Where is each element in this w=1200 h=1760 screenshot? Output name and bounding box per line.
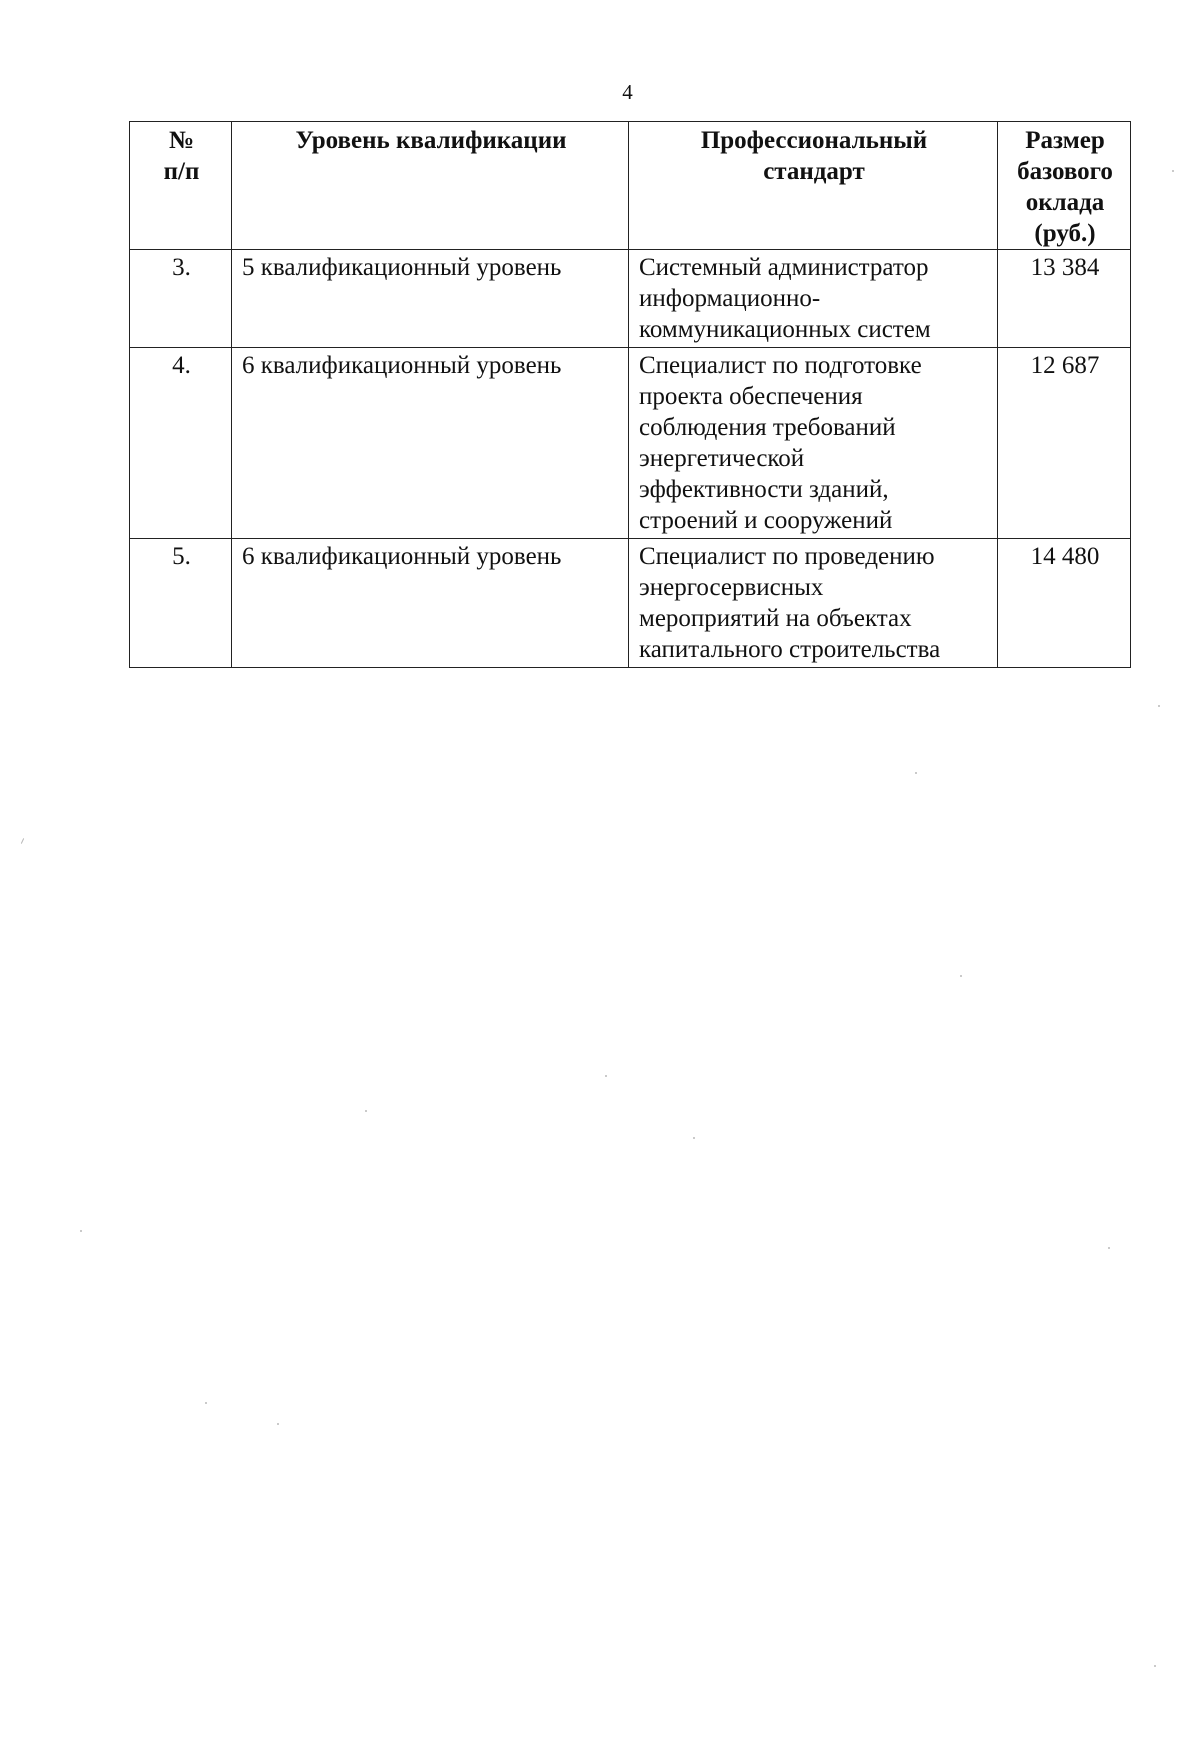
header-level: Уровень квалификации <box>232 122 629 250</box>
base-salary: 13 384 <box>998 250 1131 348</box>
table-row <box>130 348 1131 539</box>
table-header-row <box>130 122 1131 250</box>
scan-speck <box>605 1075 607 1077</box>
header-standard: Профессиональный стандарт <box>629 122 998 250</box>
scan-speck <box>21 838 24 844</box>
qualification-level: 6 квалификационный уровень <box>232 348 629 539</box>
scan-speck <box>277 1423 279 1425</box>
base-salary: 14 480 <box>998 539 1131 668</box>
table-row <box>130 539 1131 668</box>
professional-standard: Специалист по подготовке проекта обеспечения соблюдения требований энергетической эффективности зданий, строений и сооружений <box>629 348 998 539</box>
scan-speck <box>1154 1665 1156 1667</box>
scan-speck <box>205 1402 207 1404</box>
scan-speck <box>1172 170 1174 172</box>
row-number: 5. <box>130 539 232 668</box>
scan-speck <box>1158 705 1160 707</box>
salary-table <box>129 121 1131 668</box>
scan-speck <box>365 1110 367 1112</box>
row-number: 4. <box>130 348 232 539</box>
page-number: 4 <box>622 80 633 104</box>
qualification-level: 6 квалификационный уровень <box>232 539 629 668</box>
professional-standard: Специалист по проведению энергосервисных мероприятий на объектах капитального строительства <box>629 539 998 668</box>
table-row <box>130 250 1131 348</box>
base-salary: 12 687 <box>998 348 1131 539</box>
scan-speck <box>915 772 917 774</box>
scan-speck <box>960 975 962 977</box>
qualification-level: 5 квалификационный уровень <box>232 250 629 348</box>
scan-speck <box>80 1230 82 1232</box>
professional-standard: Системный администратор информационно- коммуникационных систем <box>629 250 998 348</box>
scan-speck <box>693 1137 695 1139</box>
row-number: 3. <box>130 250 232 348</box>
header-salary: Размер базового оклада (руб.) <box>998 122 1131 250</box>
header-num: № п/п <box>130 122 232 250</box>
scan-speck <box>1108 1247 1110 1249</box>
